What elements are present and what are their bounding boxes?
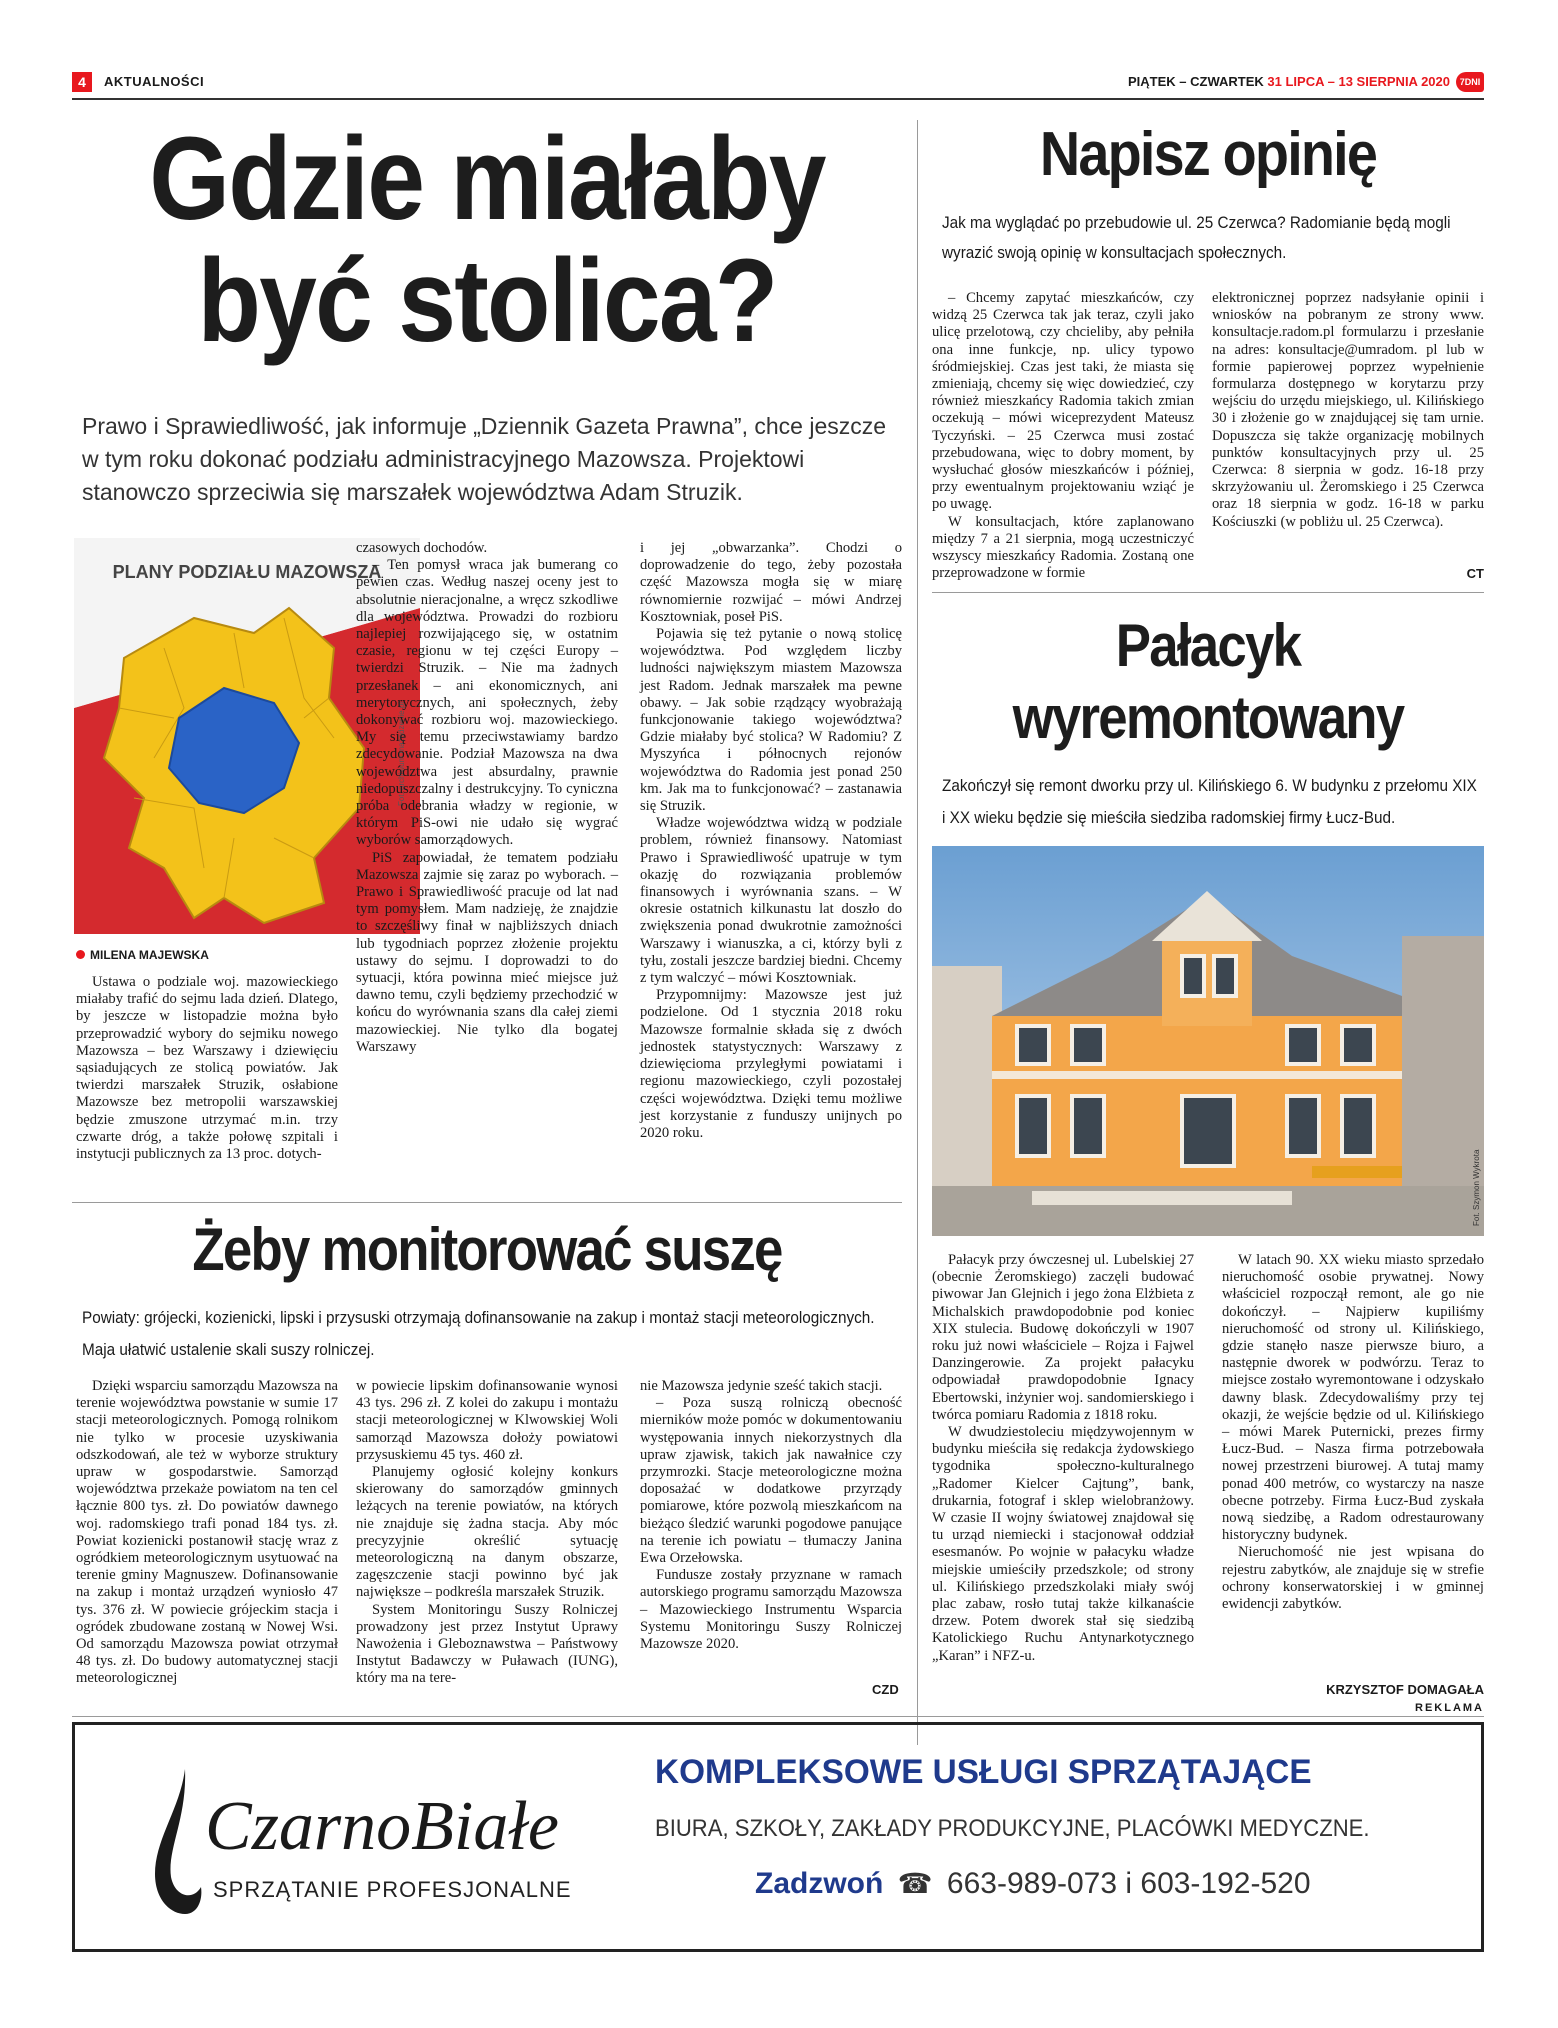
paragraph: i jej „obwarzanka”. Chodzi o doprowadzenie do tego, żeby pozostała część Mazowsza mogła się w miarę równomiernie rozwijać – mówi Andrzej Kosztowniak, poseł PiS. — [640, 540, 902, 625]
issue-date — [1128, 74, 1450, 89]
paragraph: Dzięki wsparciu samorządu Mazowsza na terenie województwa powstanie w sumie 17 stacji meteorologicznych. Pomogą rolnikom nie tylko w procesie uzyskiwania odszkodowań, ale też w wyborze struktury upraw w gospodarstwie. Samorząd województwa przekaże powiatom na ten cel łącznie 800 tys. zł. Do powiatów dawnego woj. radomskiego trafi ponad 184 tys. zł. Powiat kozienicki postanowił stację wraz z ogródkiem meteorologicznym usytuować na terenie gminy Magnuszew. Dofinansowanie na zakup i montaż urządzeń wyniosło 47 tys. 376 zł. W powiecie grójeckim stacja i ogródek zbudowane zostaną w Nowej Wsi. Od samorządu Mazowsza powiat otrzymał 48 tys. zł. Do budowy automatycznej stacji meteorologicznej — [76, 1378, 338, 1687]
advertisement[interactable] — [72, 1722, 1484, 1952]
ad-label: REKLAMA — [1415, 1702, 1484, 1714]
footer-rule — [72, 1716, 1484, 1717]
article1-author — [76, 948, 209, 962]
article4-signature: CZD — [872, 1682, 899, 1697]
paragraph: – Ten pomysł wraca jak bumerang co pewien czas. Według naszej oceny jest to absolutnie nieracjonalne, a wręcz szkodliwe dla województwa. Prowadzi do rozbioru najlepiej rozwijającego się, w ostatnim czasie, regionu w tej części Europy – twierdzi Struzik. – Nie ma żadnych przesłanek – ani ekonomicznych, ani merytorycznych, ani społecznych, żeby dokonywać rozbioru woj. mazowieckiego. My się temu przeciwstawiamy bardzo zdecydowanie. Podział Mazowsza na dwa województwa jest absurdalny, prawnie niedopuszczalny i destrukcyjny. To cyniczna próba odebrania władzy w regionie, w którym PiS-owi nie udało się wygrać wyborów samorządowych. — [356, 557, 618, 849]
date-prefix: PIĄTEK – CZWARTEK — [1128, 74, 1264, 89]
paragraph: Pojawia się też pytanie o nową stolicę województwa. Pod względem liczby ludności największym miastem Mazowsza jest Radom. Jednak marszałek ma pewne obawy. – Jak sobie rządzący wyobrażają funkcjonowanie takiego województwa? Gdzie miałaby być stolica? W Radomiu? Z Myszyńca i północnych rejonów województwa do Radomia jest ponad 250 km. Jak ma to funkcjonować? – zastanawia się Struzik. — [640, 626, 902, 815]
article2-signature: CT — [1466, 566, 1484, 581]
section-label: AKTUALNOŚCI — [104, 74, 205, 89]
paragraph: W dwudziestoleciu międzywojennym w budynku mieściła się redakcja żydowskiego tygodnika społeczno-kulturalnego „Radomer Kielcer Cajtung”, bank, drukarnia, fotograf i sklep wielobranżowy. W czasie II wojny światowej znajdował się tu urząd niemiecki i stacjonował oddział esesmanów. Po wojnie w pałacyku władze miejskie umieściły przedszkole; od strony ul. Kilińskiego przedszkolaki miały swój plac zabaw, rosło tutaj także kilkanaście drzew. Potem dworek stał się siedzibą Katolickiego Ruchu Antynarkotycznego „Karan” i NFZ-u. — [932, 1424, 1194, 1664]
article1-headline — [122, 113, 852, 367]
article4-col1 — [76, 1378, 338, 1688]
page-header — [72, 72, 1484, 94]
building-photo — [932, 846, 1484, 1236]
author-name: MILENA MAJEWSKA — [90, 948, 209, 962]
paragraph: Fundusze zostały przyznane w ramach autorskiego programu samorządu Mazowsza – Mazowieckiego Instrumentu Wsparcia Systemu Monitoringu Suszy Rolniczej Mazowsze 2020. — [640, 1567, 902, 1653]
date-range: 31 LIPCA – 13 SIERPNIA 2020 — [1267, 74, 1450, 89]
article2-col1 — [932, 290, 1194, 582]
paragraph: w powiecie lipskim dofinansowanie wynosi 43 tys. 296 zł. Z kolei do zakupu i montażu stacji meteorologicznej w Klwowskiej Woli samorząd Mazowsza dołoży powiatowi przysuskiemu 45 tys. 460 zł. — [356, 1378, 618, 1463]
newspaper-logo — [1456, 72, 1484, 92]
paragraph: Przypomnijmy: Mazowsze jest już podzielone. Od 1 stycznia 2018 roku Mazowsze formalnie składa się z dwóch jednostek statystycznych: Warszawy z dziewięcioma przyległymi powiatami i regionu mazowieckiego, czyli pozostałej części województwa. Dzięki temu możliwe jest korzystanie z funduszy unijnych po 2020 roku. — [640, 987, 902, 1141]
article3-lead: Zakończył się remont dworku przy ul. Kilińskiego 6. W budynku z przełomu XIX i XX wieku będzie się mieściła siedziba radomskiej firmy Łucz-Bud. — [942, 776, 1477, 827]
map-photo-credit: Fot. archiwum mazadzenie.pl — [397, 701, 406, 806]
article1-headline-line2: być stolica? — [197, 235, 777, 367]
paragraph: Pałacyk przy ówczesnej ul. Lubelskiej 27 (obecnie Żeromskiego) zaczęli budować piwowar Jan Glejnich i jego żona Elżbieta z Michalskich prawdopodobnie pod koniec XIX stulecia. Budowę dokończyli w 1907 roku już nowi właściciele – Rojza i Fajwel Danzingerowie. Za projekt pałacyku odpowiadał prawdopodobnie Ignacy Ebertowski, inżynier woj. sandomierskiego i twórca pomiaru Radomia z 1818 roku. — [932, 1252, 1194, 1423]
article1-headline-line1: Gdzie miałaby — [149, 113, 825, 245]
article3-signature: KRZYSZTOF DOMAGAŁA — [1326, 1682, 1484, 1697]
ad-brand-sub: SPRZĄTANIE PROFESJONALNE — [213, 1877, 572, 1902]
article-divider-2 — [932, 592, 1484, 593]
paragraph: Ustawa o podziale woj. mazowieckiego miałaby trafić do sejmu lada dzień. Dlatego, by jeszcze w listopadzie można było przeprowadzić wybory do sejmiku nowego Mazowsza – bez Warszawy i dziewięciu sąsiadujących ze stolicą powiatów. Jak twierdzi marszałek Struzik, osłabione Mazowsze bez metropolii warszawskiej będzie zmuszone utrzymać m.in. trzy czwarte dróg, a także połowę szpitali i instytucji publicznych za 13 proc. dotych- — [76, 974, 338, 1163]
article2-col2 — [1212, 290, 1484, 531]
ad-brand: CzarnoBiałe — [205, 1788, 559, 1865]
article2-lead: Jak ma wyglądać po przebudowie ul. 25 Czerwca? Radomianie będą mogli wyrazić swoją opinię w konsultacjach społecznych. — [942, 213, 1451, 262]
article3-headline-line2: wyremontowany — [1012, 684, 1404, 751]
article-divider-1 — [72, 1202, 902, 1203]
logo-text: 7DNI — [1459, 77, 1481, 87]
ad-headline: KOMPLEKSOWE USŁUGI SPRZĄTAJĄCE — [655, 1753, 1312, 1791]
article3-col2 — [1222, 1252, 1484, 1613]
ad-subline: BIURA, SZKOŁY, ZAKŁADY PRODUKCYJNE, PLACÓWKI MEDYCZNE. — [655, 1815, 1370, 1842]
article1-col1 — [76, 974, 338, 1163]
ad-call-label: Zadzwoń — [755, 1867, 884, 1900]
article3-headline — [965, 610, 1451, 754]
paragraph: Władze województwa widzą w podziale problem, również finansowy. Natomiast Prawo i Sprawiedliwość upatruje w tym okazję do rozwiązania problemów finansowych i wyrównania szans. – W okresie ostatnich kilkunastu lat doszło do zwiększenia ponad dwukrotnie zamożności Warszawy i wianuszka, a ci, którzy byli z tyłu, zostali jeszcze bardziej biedni. Chcemy z tym walczyć – mówi Kosztowniak. — [640, 815, 902, 987]
paragraph: W latach 90. XX wieku miasto sprzedało nieruchomość osobie prywatnej. Nowy właściciel rozpoczął remont, ale go nie dokończył. – Najpierw kupiliśmy nieruchomość od strony ul. Kilińskiego, gdzie stanęło nasze pierwsze biuro, a następnie dworek w podwórzu. Teraz to miejsce zostało wyremontowane i odzyskało dawny blask. Zdecydowaliśmy przy tej okazji, że wejście będzie od ul. Kilińskiego – mówi Marek Puternicki, prezes firmy Łucz-Bud. – Nasza firma potrzebowała nowej przestrzeni biurowej. A tutaj mamy ponad 400 metrów, co wystarczy na nasze obecne potrzeby. Firma Łucz-Bud zyskała nową siedzibę, a Radom odrestaurowany historyczny budynek. — [1222, 1252, 1484, 1544]
article4-col2 — [356, 1378, 618, 1688]
author-bullet-icon — [76, 950, 85, 959]
paragraph: czasowych dochodów. — [356, 540, 488, 556]
paragraph: – Poza suszą rolniczą obecność mierników może pomóc w dokumentowaniu występowania innych niekorzystnych dla upraw zjawisk, takich jak nawałnice czy przymrozki. Stacje meteorologiczne można doposażać w dodatkowe przyrządy pomiarowe, które pozwolą mieszkańcom na bieżąco śledzić warunki pogodowe panujące na terenie ich powiatu – tłumaczy Janina Ewa Orzełowska. — [640, 1395, 902, 1567]
article1-col2 — [356, 540, 618, 1056]
article2-headline: Napisz opinię — [1039, 120, 1377, 189]
article3-col1 — [932, 1252, 1194, 1665]
column-divider-main — [917, 120, 918, 1745]
article1-col3 — [640, 540, 902, 1142]
page-number: 4 — [72, 72, 92, 92]
paragraph: PiS zapowiadał, że tematem podziału Mazowsza zajmie się zaraz po wyborach. – Prawo i Sprawiedliwość pracuje od lat nad tym pomysłem. Mam nadzieję, że znajdzie to szczęśliwy finał w najbliższych dniach lub tygodniach poprzez złożenie projektu ustawy do sejmu. I doprowadzi to do sytuacji, która powinna mieć miejsce już dawno temu, czyli będziemy przechodzić w końcu do wyrównania szans dla całej ziemi mazowieckiej. Nie tylko dla bogatej Warszawy — [356, 849, 618, 1055]
paragraph: System Monitoringu Suszy Rolniczej prowadzony jest przez Instytut Uprawy Nawożenia i Gleboznawstwa – Państwowy Instytut Badawczy w Puławach (IUNG), który ma na tere- — [356, 1601, 618, 1687]
header-rule — [72, 98, 1484, 100]
article4-headline: Żeby monitorować suszę — [192, 1216, 782, 1283]
map-title: PLANY PODZIAŁU MAZOWSZA — [112, 562, 382, 582]
building-photo-graphic — [932, 846, 1484, 1236]
paragraph: – Chcemy zapytać mieszkańców, czy widzą 25 Czerwca tak jak teraz, czyli jako ulicę przelotową, czy chcieliby, aby pełniła ona inne funkcje, np. ulicy typowo śródmiejskiej. Czas jest taki, że miasta się zmieniają, chcemy się więc dowiedzieć, czy również mieszkańcy Radomia takich zmian oczekują – mówi wiceprezydent Mateusz Tyczyński. – 25 Czerwca musi zostać przebudowana, więc to dobry moment, by wysłuchać głosów mieszkańców i później, przy ewentualnym projektowaniu wziąć je po uwagę. — [932, 290, 1194, 513]
phone-icon: ☎ — [897, 1868, 933, 1899]
article4-lead: Powiaty: grójecki, kozienicki, lipski i przysuski otrzymają dofinansowanie na zakup i montaż stacji meteorologicznych. Maja ułatwić ustalenie skali suszy rolniczej. — [82, 1308, 875, 1359]
ad-call-row[interactable] — [755, 1867, 1311, 1901]
article1-lead: Prawo i Sprawiedliwość, jak informuje „Dziennik Gazeta Prawna”, chce jeszcze w tym roku dokonać podziału administracyjnego Mazowsza. Projektowi stanowczo sprzeciwia się marszałek województwa Adam Struzik. — [82, 413, 887, 505]
paragraph: nie Mazowsza jedynie sześć takich stacji. — [640, 1378, 883, 1394]
paragraph: elektronicznej poprzez nadsyłanie opinii i wniosków na pobranym ze strony www. konsultacje.radom.pl formularzu i przesłanie na adres: konsultacje@umradom. pl lub w formie papierowej poprzez wypełnienie formularza dostępnego w korytarzu przy wejściu do urzędu miejskiego, ul. Kilińskiego 30 i złożenie go w znajdującej się tam urnie. Dopuszcza się także organizację mobilnych punktów konsultacyjnych przy ul. 25 Czerwca: 8 sierpnia w godz. 16-18 przy skrzyżowaniu ul. Żeromskiego i 25 Czerwca oraz 18 sierpnia w godz. 16-18 w parku Kościuszki (w pobliżu ul. 25 Czerwca). — [1212, 290, 1484, 530]
ad-phone-numbers[interactable]: 663-989-073 i 603-192-520 — [946, 1867, 1311, 1900]
paragraph: Nieruchomość nie jest wpisana do rejestru zabytków, ale znajduje się w strefie ochrony konserwatorskiej i w gminnej ewidencji zabytków. — [1222, 1544, 1484, 1613]
paragraph: Planujemy ogłosić kolejny konkurs skierowany do samorządów gminnych leżących na terenie powiatów, na których nie znajduje się żadna stacja. Aby móc precyzyjnie określić sytuację meteorologiczną na danym obszarze, zagęszczenie stacji powinno być jak największe – podkreśla marszałek Struzik. — [356, 1464, 618, 1601]
article3-headline-line1: Pałacyk — [1115, 612, 1301, 679]
paragraph: W konsultacjach, które zaplanowano między 7 a 21 sierpnia, mogą uczestniczyć wszyscy mieszkańcy Radomia. Zostaną one przeprowadzone w formie — [932, 513, 1194, 582]
article4-col3 — [640, 1378, 902, 1653]
drop-logo-icon — [145, 1769, 205, 1919]
building-photo-credit: Fot. Szymon Wykrota — [1472, 1149, 1481, 1226]
